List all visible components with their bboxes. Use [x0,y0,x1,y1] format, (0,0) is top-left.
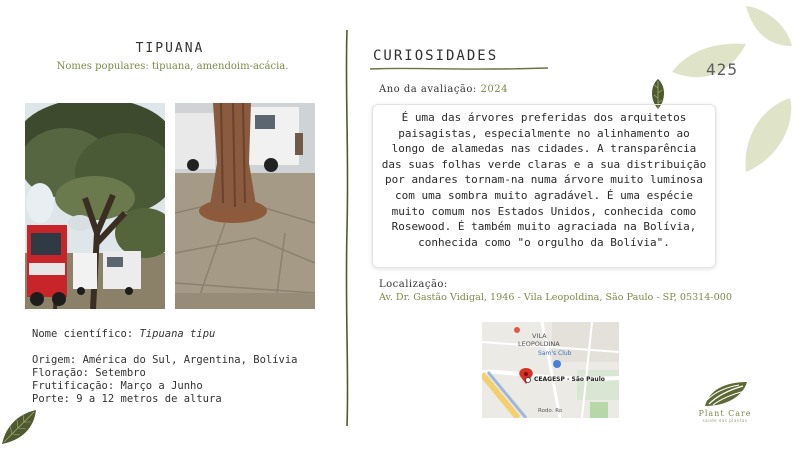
map-district-line1: VILA [532,332,547,340]
location-address: Av. Dr. Gastão Vidigal, 1946 - Vila Leopoldina, São Paulo - SP, 05314-000 [379,292,732,303]
curiosities-text: É uma das árvores preferidas dos arquitetos paisagistas, especialmente no alinhamento ao longo de alamedas nas cidades. A transparência das suas folhas verde claras e a sua distribuição por andares tornam-na numa árvore muito luminosa com uma sombra muito agradável. É uma espécie muito comum nos Estados Unidos, conhecida como Rosewood. É também muito agraciada na Bolívia, conhecida como "o orgulho da Bolívia". [381,111,707,249]
evaluation-year [379,84,508,95]
scientific-name-label: Nome científico: [32,328,134,340]
plant-care-logo-icon [703,380,749,408]
location-map[interactable] [482,322,619,418]
tree-photo-canopy [25,103,165,309]
evaluation-year-value: 2024 [480,84,508,95]
scientific-name-value: Tipuana tipu [139,328,216,340]
origin-row: Origem: América do Sul, Argentina, Bolívia [32,354,298,366]
map-road-label: Rodo. Ro [538,408,563,414]
location-label: Localização: [379,279,448,290]
evaluation-year-label: Ano da avaliação: [379,84,477,95]
brand-tagline: saúde das plantas [702,418,748,423]
flowering-row: Floração: Setembro [32,367,146,379]
page-number-badge: 425 [706,60,738,79]
map-poi-store: Sam's Club [538,350,572,357]
curiosities-text-box [372,104,716,268]
popular-names: Nomes populares: tipuana, amendoim-acácia. [56,61,289,72]
fruiting-row: Frutificação: Março a Junho [32,380,203,392]
curiosities-heading: CURIOSIDADES [373,48,499,64]
brand-name: Plant Care [698,409,752,418]
tree-photo-trunk [175,103,315,309]
species-title: TIPUANA [135,41,205,56]
species-facts [32,328,298,406]
column-divider [344,30,350,426]
heading-underline [370,66,548,72]
leaf-decoration-bottom-left [0,406,40,446]
map-district-line2: LEOPOLDINA [518,340,560,348]
size-row: Porte: 9 a 12 metros de altura [32,393,222,405]
scientific-name-row [32,328,298,341]
map-poi-main: CEAGESP - São Paulo [534,376,605,383]
